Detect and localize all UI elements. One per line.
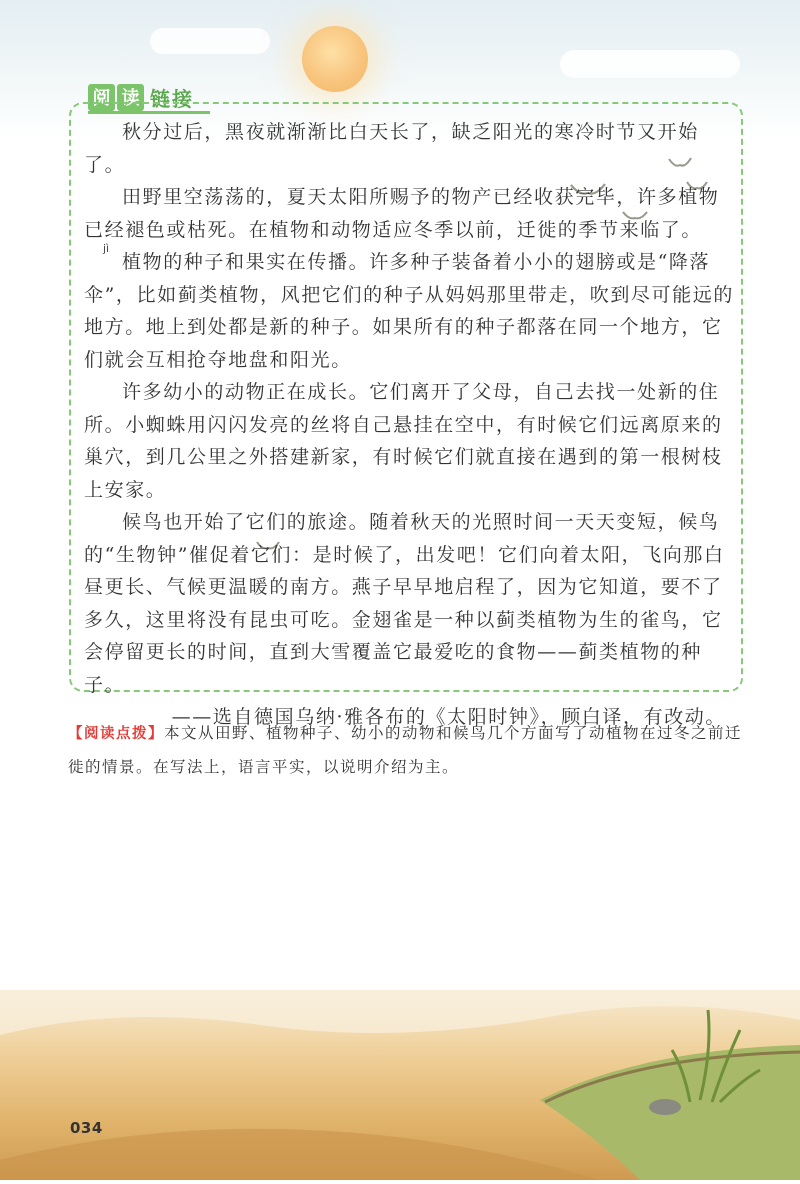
article-body [84,116,734,734]
cloud-decoration [560,50,740,78]
note-text: 本文从田野、植物种子、幼小的动物和候鸟几个方面写了动植物在过冬之前迁徙的情景。在写法上，语言平实，以说明介绍为主。 [68,724,743,776]
page-number: 034 [70,1119,103,1137]
heading-char-box: 阅 [88,84,115,111]
field-illustration [0,990,800,1180]
note-label: 【阅读点拨】 [68,726,164,742]
paragraph: 植物的种子和果实在传播。许多种子装备着小小的翅膀或是“降落伞”，比如蓟类植物，风把它们的种子从妈妈那里带走，吹到尽可能远的地方。地上到处都是新的种子。如果所有的种子都落在同一个地方，它们就会互相抢夺地盘和阳光。 [84,251,734,371]
reading-note [68,717,748,784]
cloud-decoration [150,28,270,54]
grass-hill-illustration [0,990,800,1180]
pinyin-annotation: jì [103,242,110,255]
heading-text: 链接 [150,86,194,111]
paragraph: 秋分过后，黑夜就渐渐比白天长了，缺乏阳光的寒冷时节又开始了。 [84,121,699,176]
paragraph: 许多幼小的动物正在成长。它们离开了父母，自己去找一处新的住所。小蜘蛛用闪闪发亮的丝将自己悬挂在空中，有时候它们远离原来的巢穴，到几公里之外搭建新家，有时候它们就直接在遇到的第一根树枝上安家。 [84,381,723,501]
paragraph: 候鸟也开始了它们的旅途。随着秋天的光照时间一天天变短，候鸟的“生物钟”催促着它们：是时候了，出发吧！它们向着太阳，飞向那白昼更长、气候更温暖的南方。燕子早早地启程了，因为它知道，要不了多久，这里将没有昆虫可吃。金翅雀是一种以蓟类植物为生的雀鸟，它会停留更长的时间，直到大雪覆盖它最爱吃的食物——蓟类植物的种子。 [84,511,725,696]
sun-illustration [302,26,368,92]
heading-char-box: 读 [117,84,144,111]
paragraph: 田野里空荡荡的，夏天太阳所赐予的物产已经收获完毕，许多植物已经褪色或枯死。在植物和动物适应冬季以前，迁徙的季节来临了。 [84,186,720,241]
source-citation: ——选自德国乌纳·雅各布的《太阳时钟》，顾白译，有改动。 [171,706,726,728]
